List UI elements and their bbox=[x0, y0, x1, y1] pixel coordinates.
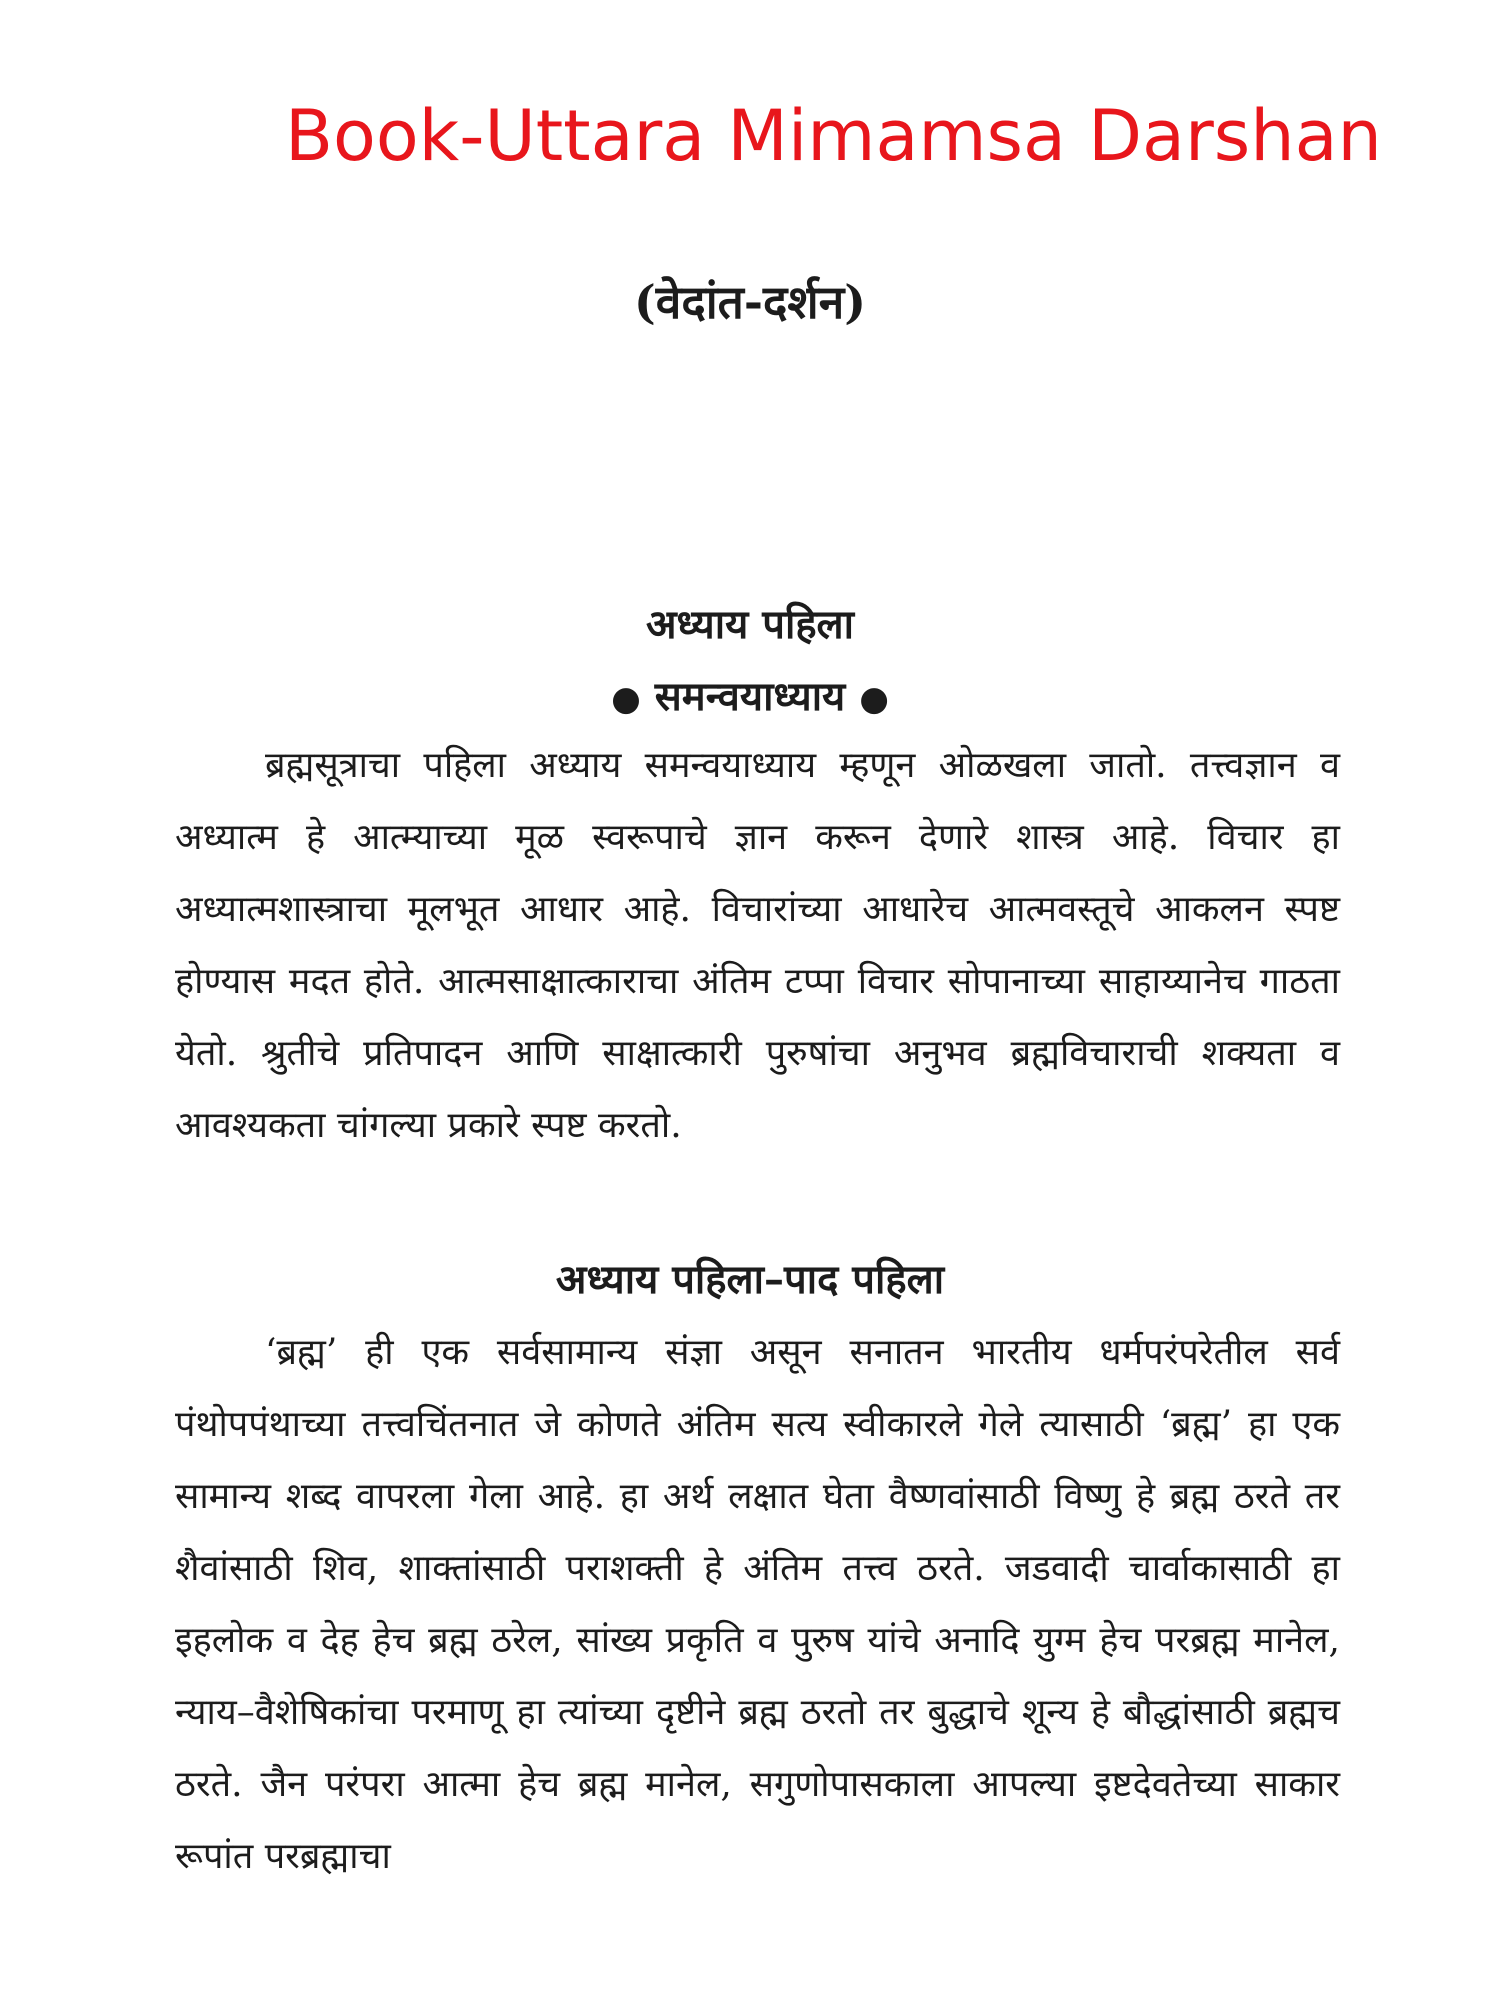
chapter-heading: अध्याय पहिला bbox=[645, 601, 855, 648]
section-heading bbox=[0, 667, 1500, 722]
section-heading-text: समन्वयाध्याय bbox=[654, 673, 846, 720]
paragraph-2: ‘ब्रह्म’ ही एक सर्वसामान्य संज्ञा असून सनातन भारतीय धर्मपरंपरेतील सर्व पंथोपपंथाच्या तत्त्वचिंतनात जे कोणते अंतिम सत्य स्वीकारले गेले त्यासाठी ‘ब्रह्म’ हा एक सामान्य शब्द वापरला गेला आहे. हा अर्थ लक्षात घेता वैष्णवांसाठी विष्णु हे ब्रह्म ठरते तर शैवांसाठी शिव, शाक्तांसाठी पराशक्ती हे अंतिम तत्त्व ठरते. जडवादी चार्वाकासाठी हा इहलोक व देह हेच ब्रह्म ठरेल, सांख्य प्रकृति व पुरुष यांचे अनादि युग्म हेच परब्रह्म मानेल, न्याय–वैशेषिकांचा परमाणू हा त्यांच्या दृष्टीने ब्रह्म ठरतो तर बुद्धाचे शून्य हे बौद्धांसाठी ब्रह्मच ठरते. जैन परंपरा आत्मा हेच ब्रह्म मानेल, सगुणोपासकाला आपल्या इष्टदेवतेच्या साकार रूपांत परब्रह्माचा bbox=[175, 1332, 1340, 1877]
pada-heading: अध्याय पहिला–पाद पहिला bbox=[555, 1256, 945, 1303]
bullet-left: ● bbox=[611, 679, 641, 719]
bullet-right: ● bbox=[859, 679, 889, 719]
paragraph-1: ब्रह्मसूत्राचा पहिला अध्याय समन्वयाध्याय म्हणून ओळखला जातो. तत्त्वज्ञान व अध्यात्म हे आत्म्याच्या मूळ स्वरूपाचे ज्ञान करून देणारे शास्त्र आहे. विचार हा अध्यात्मशास्त्राचा मूलभूत आधार आहे. विचारांच्या आधारेच आत्मवस्तूचे आकलन स्पष्ट होण्यास मदत होते. आत्मसाक्षात्काराचा अंतिम टप्पा विचार सोपानाच्या साहाय्यानेच गाठता येतो. श्रुतीचे प्रतिपादन आणि साक्षात्कारी पुरुषांचा अनुभव ब्रह्मविचाराची शक्यता व आवश्यकता चांगल्या प्रकारे स्पष्ट करतो. bbox=[175, 745, 1340, 1146]
book-title: Book-Uttara Mimamsa Darshan bbox=[285, 95, 1382, 177]
subtitle: (वेदांत-दर्शन) bbox=[634, 275, 866, 329]
